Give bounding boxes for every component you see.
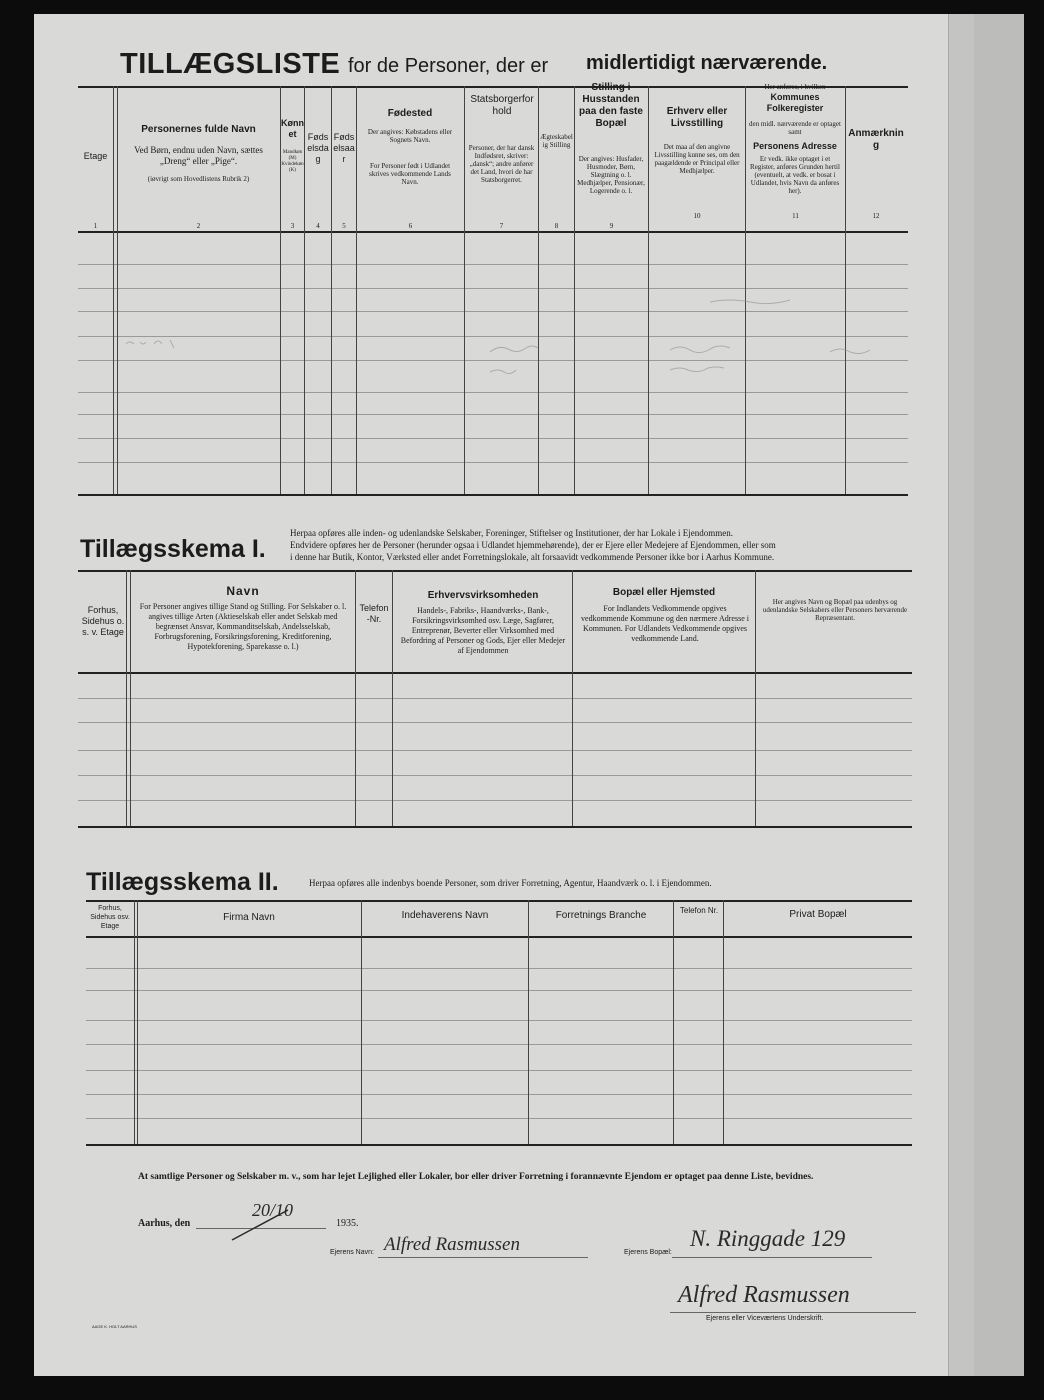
col-register-mid: den midl. nærværende er optaget samt [749,120,841,136]
col-number: 12 [872,212,880,220]
col-name-sub2: (iøvrigt som Hovedlistens Rubrik 2) [147,175,250,183]
col-occupation-sub: Det maa af den angivne Livsstilling kunne ses, om den paagældende er Principal eller Medhjælper. [654,143,740,175]
col-occupation-title: Erhverv eller Livsstilling [666,106,728,129]
col-etage-title: Etage [83,151,108,161]
skema1-col-residence-sub: For Indlandets Vedkommende opgives vedkommende Kommune og den nærmere Adresse i Kommunen. For Udlandets Vedkommende opgives vedkommende Land. [581,604,749,643]
col-citizenship-sub: Personer, der har dansk Indfødsret, skriver: „dansk“; andre anfører det Land, hvori de har Statsborgerret. [468,144,535,184]
attestation-text: At samtlige Personer og Selskaber m. v., som har lejet Lejlighed eller Lokaler, bor eller driver Forretning i forannævnte Ejendom er optaget paa denne Liste, bevidnes. [138,1172,814,1182]
form-title-text: for de Personer, der er [348,55,549,77]
skema1-col-name-title: Navn [226,584,260,598]
skema2-desc: Herpaa opføres alle indenbys boende Personer, som driver Forretning, Agentur, Haandværk o. l. i Ejendommen. [309,878,712,888]
col-name-sub: Ved Børn, endnu uden Navn, sættes „Dreng“ eller „Pige“. [134,145,263,166]
col-birthplace-sub: Der angives: Købstadens eller Sognets Navn. [367,128,453,144]
signature-label: Ejerens eller Viceværtens Underskrift. [706,1315,824,1322]
col-marital-title: Ægteskabelig Stilling [540,133,573,149]
col-birthday-title: Fødselsdag [307,132,329,164]
col-household-sub: Der angives: Husfader, Husmoder, Børn, Slægtning o. l. Medhjælper, Pensionær, Logerende o. l. [577,155,645,195]
binding-edge [948,14,975,1376]
skema2-title: Tillægsskema II. [86,868,279,896]
skema2-col-floor: Forhus, Sidehus osv. Etage [90,905,130,930]
form-title-main: TILLÆGSLISTE [120,48,341,80]
skema1-col-residence-title: Bopæl eller Hjemsted [612,587,716,598]
col-sex-title: Kønnet [281,118,304,139]
col-number: 6 [408,222,413,230]
col-register-pre: Her anføres, i hvilken [764,83,826,91]
owner-name-label: Ejerens Navn: [330,1249,374,1256]
next-page-edge [974,14,1024,1376]
col-number: 1 [93,222,98,230]
owner-signature: Alfred Rasmussen [678,1282,850,1308]
form-title-bold: midlertidigt nærværende. [586,52,828,74]
col-number: 8 [554,222,559,230]
year-text: 1935. [336,1218,359,1229]
col-birthplace-sub2: For Personer født i Udlandet skrives vedkommende Lands Navn. [369,162,451,186]
faint-pencil-traces [110,290,910,390]
col-number: 7 [499,222,504,230]
col-name-title: Personernes fulde Navn [141,124,256,135]
col-birthplace-title: Fødested [387,108,433,119]
skema1-col-phone: Telefon-Nr. [359,603,389,624]
col-citizenship-title: Statsborgerforhold [470,94,534,117]
col-birthyear-title: Fødselsaar [333,132,355,164]
handwritten-owner-address: N. Ringgade 129 [690,1226,846,1251]
skema1-col-floor: Forhus, Sidehus o. s. v. Etage [81,605,125,637]
skema1-col-business-sub: Handels-, Fabriks-, Haandværks-, Bank-, Forsikringsvirksomhed osv. Læge, Sagfører, Entreprenør, Beverter eller Virksomhed med Befordring af Personer og Gods, Ejer eller Medejer af Ejendommen [400,606,566,655]
skema2-col-private-address: Privat Bopæl [789,909,847,920]
date-slash-stroke [228,1204,298,1244]
col-household-title: Stilling i Husstanden paa den faste Bopæl [579,82,643,129]
skema1-col-representative: Her angives Navn og Bopæl paa udenbys og udenlandske Selskabers eller Personers herværende Repræsentant. [762,598,908,622]
skema2-col-branch: Forretnings Branche [555,910,647,921]
col-register-title2: Personens Adresse [753,141,837,151]
printer-imprint: AAGE K. HOLT AARHUS [92,1324,137,1329]
handwritten-owner-name: Alfred Rasmussen [384,1234,520,1255]
col-number: 5 [342,222,346,230]
skema1-col-business-title: Erhvervsvirksomheden [427,590,539,601]
city-date-label: Aarhus, den [138,1218,191,1229]
col-number: 10 [693,212,701,220]
skema1-desc-line3: i denne har Butik, Kontor, Værksted eller andet Forretningslokale, alt forsaavidt vedkommende Personer ikke bor i Aarhus Kommune. [290,552,775,562]
skema1-desc-line1: Herpaa opføres alle inden- og udenlandske Selskaber, Foreninger, Stiftelser og Institutioner, der har Lokale i Ejendommen. [290,528,734,538]
skema1-desc-line2: Endvidere opføres her de Personer (herunder ogsaa i Udlandet hjemmehørende), der er Ejere eller Medejere af Ejendommen, eller som [290,540,776,550]
skema1-col-name-sub: For Personer angives tillige Stand og Stilling. For Selskaber o. l. angives tillige Arten (Aktieselskab eller andet Selskab med begrænset Ansvar, Kommanditselskab, Andelsselskab, Forbrugsforening, Forsikringsforening, Kreditforening, Hypotekforening, Sparekasse o. l.) [139,602,347,651]
col-remark-title: Anmærkning [848,128,904,151]
col-number: 9 [609,222,614,230]
col-sex-sub: Mandkøn (M) Kvindekøn (K) [281,150,304,173]
col-number: 2 [196,222,201,230]
col-register-sub: Er vedk. ikke optaget i et Register, anføres Grunden hertil (eventuelt, at vedk. er bosat i Udlandet, hvis Navn da anføres her). [750,155,840,195]
col-number: 3 [290,222,295,230]
col-number: 11 [792,212,799,220]
col-number: 4 [316,222,320,230]
skema2-col-owner: Indehaverens Navn [401,910,489,921]
skema1-title: Tillægsskema I. [80,535,266,563]
col-register-title: Kommunes Folkeregister [766,92,824,113]
skema2-col-firm: Firma Navn [223,912,275,923]
handwritten-date: 20/10 [252,1200,294,1220]
skema2-col-phone: Telefon Nr. [679,906,719,915]
owner-address-label: Ejerens Bopæl: [624,1249,672,1256]
